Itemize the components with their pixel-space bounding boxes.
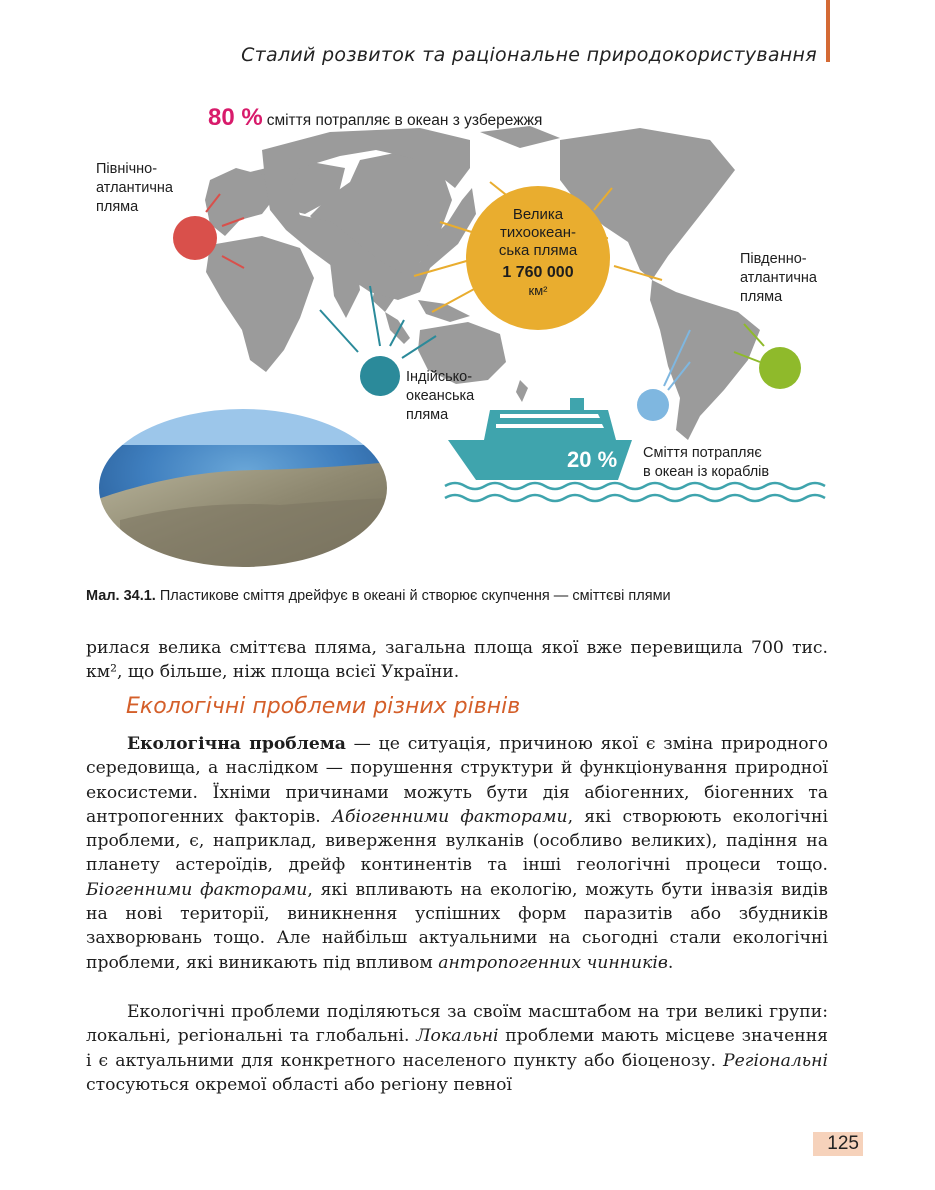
pacific-label: Велика тихоокеан- ська пляма 1 760 000 км² (484, 206, 592, 300)
south-pacific-patch (637, 389, 669, 421)
paragraph-definition: Екологічна проблема — це ситуація, причиною якої є зміна природного середовища, а наслідком — порушення структури й функціонування природної екосистеми. Їхніми причинами можуть бути дія абіогенних, біогенних та антропогенних факторів. Абіогенними факторами, які створюють екологічні проблеми, є, наприклад, виверження вулканів (особливо великих), падіння на планету астероїдів, дрейф континентів та інші геологічні процеси тощо. Біогенними факторами, які впливають на екологію, можуть бути інвазія видів на нові території, виникнення успішних форм паразитів або збудників захворювань тощо. Але найбільш актуальними на сьогодні стали екологічні проблеми, які виникають під впливом антропогенних чинників. (86, 734, 828, 973)
running-header: Сталий розвиток та раціональне природокористування (241, 44, 817, 66)
north-atlantic-patch (173, 216, 217, 260)
pacific-area: 1 760 000 (502, 264, 574, 281)
ocean-waves (445, 483, 825, 501)
north-atlantic-label: Північно- атлантична пляма (96, 161, 173, 215)
figure-caption (86, 588, 671, 604)
coast-stat (208, 104, 542, 132)
indian-patch (360, 356, 400, 396)
south-atlantic-patch (759, 347, 801, 389)
south-atlantic-label: Південно- атлантична пляма (740, 251, 817, 305)
ocean-debris-photo (95, 405, 395, 575)
ship-percent: 20 % (567, 447, 618, 472)
indian-label: Індійсько- океанська пляма (406, 369, 475, 423)
term-ecological-problem: Екологічна проблема (127, 734, 346, 754)
coast-percent: 80 % (208, 104, 263, 131)
paragraph-continuation: рилася велика сміттєва пляма, загальна площа якої вже перевищила 700 тис. км², що більше, ніж площа всієї України. (86, 638, 828, 683)
paragraph-scales: Екологічні проблеми поділяються за своїм масштабом на три великі групи: локальні, регіональні та глобальні. Локальні проблеми мають місцеве значення і є актуальними для конкретного населеного пункту або біоценозу. Регіональні стосуються окремої області або регіону певної (86, 1002, 828, 1095)
ship-label: Сміття потрапляє в океан із кораблів (643, 445, 770, 480)
coast-text: сміття потрапляє в океан з узбережжя (266, 112, 543, 129)
caption-label: Мал. 34.1. (86, 588, 156, 604)
section-heading: Екологічні проблеми різних рівнів (126, 694, 521, 719)
caption-text: Пластикове сміття дрейфує в океані й створює скупчення — сміттєві плями (159, 588, 671, 604)
pacific-unit: км² (528, 283, 548, 298)
page-number: 125 (813, 1132, 863, 1156)
